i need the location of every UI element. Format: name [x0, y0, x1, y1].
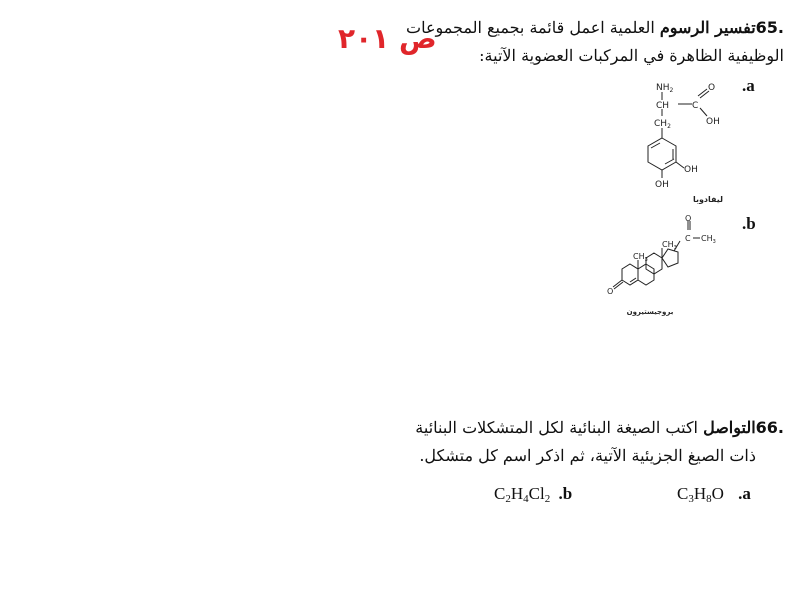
item-b-label: b.: [742, 214, 756, 233]
progesterone-o-ketone: O: [607, 287, 614, 296]
levodopa-caption: ليفادوبا: [692, 195, 724, 204]
progesterone-structure: [592, 210, 732, 322]
question-66-text-1: اكتب الصيغة البنائية لكل المتشكلات البنائية: [415, 418, 704, 437]
progesterone-ch3-side: $CH_3$: [701, 234, 716, 245]
formula-a-label: a.: [738, 484, 751, 503]
levodopa-oh-ring-2: OH: [655, 180, 669, 190]
progesterone-caption: بروجيستيرون: [626, 308, 674, 316]
levodopa-nh2: $NH_2$: [656, 83, 674, 94]
page-reference: ص ٢٠١: [338, 22, 437, 55]
question-65-title: تفسير الرسوم: [659, 18, 756, 37]
progesterone-bonds: [613, 221, 700, 289]
formula-b: $C_2H_4Cl_2$ b.: [494, 484, 573, 505]
question-66-title: التواصل: [703, 418, 756, 437]
question-66-line-2: ذات الصيغ الجزيئية الآتية، ثم اذكر اسم كل متشكل.: [419, 446, 756, 465]
item-a-label: a.: [742, 76, 755, 95]
levodopa-oh-acid: OH: [706, 117, 720, 127]
formula-a: $C_3H_8O$ a.: [677, 484, 751, 505]
question-65-line-2: الوظيفية الظاهرة في المركبات العضوية الآتية:: [479, 46, 784, 65]
question-65: [364, 14, 784, 70]
progesterone-o-top: O: [685, 214, 692, 223]
progesterone-ch3-angular-mid: $CH_3$: [633, 252, 648, 263]
levodopa-ch2: $CH_2$: [654, 119, 671, 130]
question-65-number: 65.: [755, 18, 784, 37]
question-65-line-1: [364, 14, 784, 42]
levodopa-o: O: [708, 83, 716, 93]
formula-b-label: b.: [558, 484, 573, 503]
question-66-line-1: [284, 414, 784, 442]
question-66: [284, 414, 784, 470]
question-66-number: 66.: [755, 418, 784, 437]
levodopa-ch: CH: [656, 101, 670, 111]
progesterone-ch3-angular-top: $CH_3$: [662, 240, 677, 251]
levodopa-oh-ring-1: OH: [684, 165, 698, 175]
levodopa-structure: [610, 76, 730, 206]
levodopa-c: C: [692, 101, 699, 111]
question-65-text-1: العلمية اعمل قائمة بجميع المجموعات: [406, 18, 660, 37]
progesterone-c: C: [685, 234, 691, 243]
